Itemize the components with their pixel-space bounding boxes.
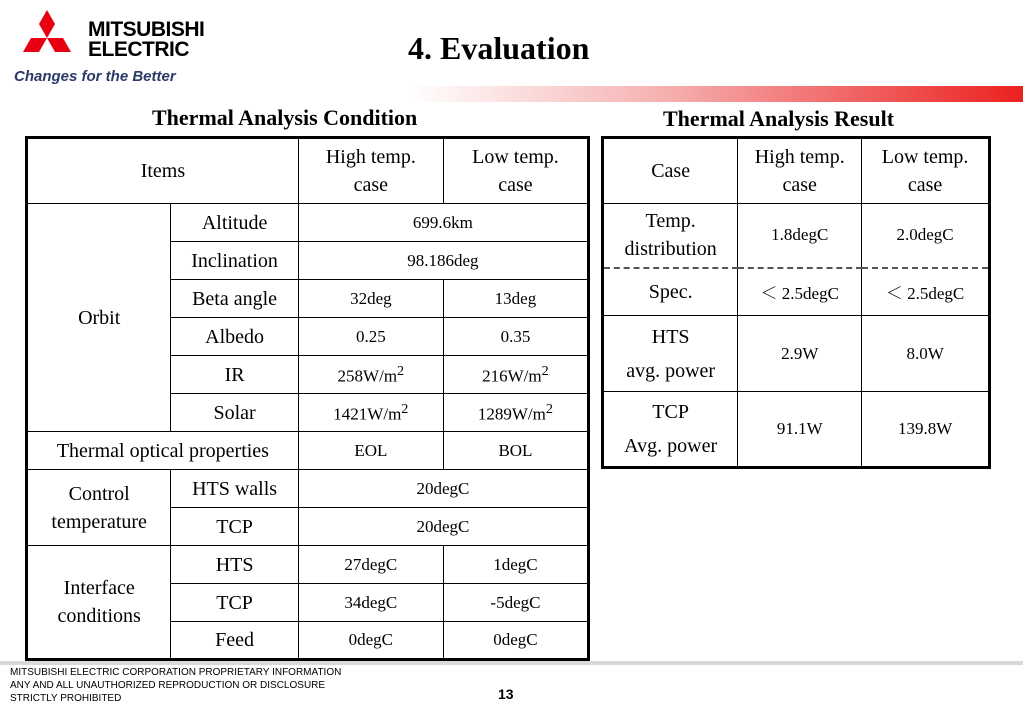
footer-line: ANY AND ALL UNAUTHORIZED REPRODUCTION OR DISCLOSURE (10, 680, 326, 691)
row-label-line: Avg. power (624, 435, 718, 457)
value-text: 216W/m (482, 366, 542, 386)
three-diamonds-logo-icon (14, 10, 80, 70)
footer-line: STRICTLY PROHIBITED (10, 693, 122, 704)
low-value (443, 356, 588, 394)
orbit-group-label: Orbit (27, 204, 171, 432)
header-line: Low temp. (472, 146, 559, 168)
row-label: TCP (171, 584, 298, 622)
header-low (443, 138, 588, 204)
merged-value: 20degC (298, 508, 588, 546)
table-row (27, 204, 589, 242)
header-line: High temp. (325, 146, 416, 168)
footer-line: MITSUBISHI ELECTRIC CORPORATION PROPRIETARY INFORMATION (10, 667, 342, 678)
optical-label: Thermal optical properties (27, 432, 299, 470)
interface-group-label (27, 546, 171, 660)
row-label-line: TCP (652, 401, 689, 423)
group-label-line: Control (68, 482, 130, 505)
low-value: 1degC (443, 546, 588, 584)
row-label-line: Temp. (645, 210, 696, 233)
result-table-title: Thermal Analysis Result (663, 106, 895, 131)
low-value (443, 394, 588, 432)
condition-table-title: Thermal Analysis Condition (152, 105, 418, 130)
table-header-row (27, 138, 589, 204)
row-label: Solar (171, 394, 298, 432)
table-row (603, 392, 990, 468)
header-high (298, 138, 443, 204)
title-banner (0, 86, 1023, 102)
header-line: High temp. (754, 146, 845, 168)
row-label (603, 316, 738, 392)
logo-word-line: ELECTRIC (88, 38, 189, 61)
low-value: 0degC (443, 622, 588, 660)
group-label-line: temperature (51, 510, 147, 533)
page-number: 13 (498, 686, 514, 702)
value-superscript: 2 (397, 362, 405, 379)
row-label: Inclination (171, 242, 298, 280)
high-value: 34degC (298, 584, 443, 622)
value-superscript: 2 (545, 400, 553, 417)
row-label: IR (171, 356, 298, 394)
high-value: 32deg (298, 280, 443, 318)
high-value: 0degC (298, 622, 443, 660)
logo-wordmark (88, 20, 204, 60)
high-value: ＜ 2.5degC (738, 268, 862, 316)
high-value (298, 394, 443, 432)
merged-value: 20degC (298, 470, 588, 508)
header-line: case (353, 174, 389, 196)
low-value: 2.0degC (862, 204, 990, 268)
merged-value: 98.186deg (298, 242, 588, 280)
row-label: Feed (171, 622, 298, 660)
value-superscript: 2 (541, 362, 549, 379)
header-line: Low temp. (881, 146, 969, 168)
row-label: Altitude (171, 204, 298, 242)
condition-table (25, 136, 590, 661)
header-items: Items (27, 138, 299, 204)
table-row (27, 470, 589, 508)
high-value: 0.25 (298, 318, 443, 356)
row-label-line: distribution (624, 238, 717, 261)
merged-value: 699.6km (298, 204, 588, 242)
row-label: Beta angle (171, 280, 298, 318)
header-case: Case (603, 138, 738, 204)
value-text: 1421W/m (333, 404, 402, 424)
result-table (601, 136, 991, 469)
table-row (603, 316, 990, 392)
high-value (298, 356, 443, 394)
page-title: 4. Evaluation (408, 30, 590, 66)
header-low (862, 138, 990, 204)
row-label: Spec. (603, 268, 738, 316)
control-group-label (27, 470, 171, 546)
high-value: EOL (298, 432, 443, 470)
table-header-row (603, 138, 990, 204)
header-line: case (907, 174, 943, 196)
row-label: HTS (171, 546, 298, 584)
table-row (27, 432, 589, 470)
value-superscript: 2 (401, 400, 409, 417)
low-value: ＜ 2.5degC (862, 268, 990, 316)
group-label-line: conditions (57, 605, 141, 627)
low-value: 8.0W (862, 316, 990, 392)
low-value: 139.8W (862, 392, 990, 468)
logo-word-line: MITSUBISHI (88, 18, 205, 41)
low-value: BOL (443, 432, 588, 470)
row-label: TCP (171, 508, 298, 546)
value-text: 258W/m (337, 366, 398, 386)
high-value: 27degC (298, 546, 443, 584)
footer-notice (10, 666, 341, 705)
table-row (603, 268, 990, 316)
header-line: case (498, 174, 533, 196)
table-row (603, 204, 990, 268)
footer-divider (0, 661, 1023, 665)
low-value: -5degC (443, 584, 588, 622)
high-value: 91.1W (738, 392, 862, 468)
low-value: 0.35 (443, 318, 588, 356)
row-label: HTS walls (171, 470, 298, 508)
company-logo (10, 8, 220, 88)
row-label-line: avg. power (626, 359, 716, 382)
logo-tagline: Changes for the Better (14, 68, 176, 85)
value-text: 1289W/m (477, 404, 546, 424)
high-value: 2.9W (738, 316, 862, 392)
low-value: 13deg (443, 280, 588, 318)
table-row (27, 546, 589, 584)
group-label-line: Interface (63, 577, 135, 599)
high-value: 1.8degC (738, 204, 862, 268)
row-label-line: HTS (651, 325, 690, 348)
header-high (738, 138, 862, 204)
header-line: case (782, 174, 817, 196)
row-label: Albedo (171, 318, 298, 356)
row-label (603, 204, 738, 268)
row-label (603, 392, 738, 468)
